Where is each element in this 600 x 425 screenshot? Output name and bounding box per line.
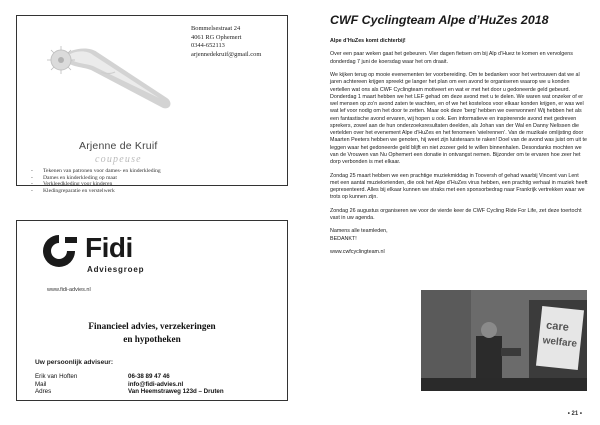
fidi-contact-value: Van Heemstraweg 123d – Druten (128, 388, 224, 396)
article-paragraph: We kijken terug op mooie evenementen ter voorbereiding. Om te bedanken voor het vertrouwen dat we al jaren achtereen krijgen spreekt ge langer het plan om een avond te organiseren waarop we u konden vertellen wat ons als CWF Cyclingteam motiveert en wat er met het door u gedoneerde geld gebeurd. Donderdag 1 maart hebben we het LEF gehad om deze avond met u te delen. We waren wat onzeker of er wel mensen op zo’n avond zaten te wachten, en of we het kosteloos voor elkaar konden krijgen, er was wel wat lef voor nodig om het door te zetten. Maar ook deze ‘berg’ hebben we overwonnen! Wij hebben het als een fantastische avond ervaren, wij hopen u ook. Een informatieve en inspirerende avond met gedreven sprekers, zowel aan de hun onderzoeksresultaten deelden, als Johan van der Wal en Danny Nelissen die vertelden over het evenement Alpe d’HuZes en het fenomeen ‘wielrennen’. Van de muzikale omlijsting door Maarten Peeters hebben we genoten, hij weet zijn luisteraars te raken! Doel van de avond was juist om uit te leggen waar het gedoneerde geld blijft en niet zozeer geld te willen binnenhalen. Desondanks mochten we van de Vrouwen van Nu Ophemert een donatie in ontvangst nemen. Bijzonder om te ervaren hoe zeer het dorp verbonden is met elkaar. (330, 72, 587, 166)
fidi-logo-icon (37, 231, 81, 271)
fidi-logo-subtitle: Adviesgroep (87, 265, 145, 274)
fidi-contact-value: info@fidi-advies.nl (128, 380, 184, 388)
fidi-url: www.fidi-advies.nl (47, 287, 91, 293)
fidi-logo (37, 231, 277, 275)
article-body (330, 38, 588, 263)
ad1-address-street: Bommelsestraat 24 (191, 25, 241, 32)
ad1-service-item: - Verkleedkleding voor kinderen (31, 181, 161, 188)
fidi-contact-value: 06-38 89 47 46 (128, 373, 170, 380)
fidi-contact-row (35, 388, 271, 396)
article-photo (421, 290, 587, 391)
article-paragraph: Zondag 26 augustus organiseren we voor de vierde keer de CWF Cycling Ride For Life, zet deze toertocht vast in uw agenda. (330, 207, 582, 221)
tracing-wheel-image (31, 28, 181, 138)
fidi-contact-label: Erik van Hoften (35, 373, 78, 380)
ad1-email: arjennedekruif@gmail.com (191, 50, 262, 58)
article-website: www.cwfcyclingteam.nl (330, 249, 385, 256)
article-lead: Alpe d’HuZes komt dichterbij! (330, 38, 406, 44)
fidi-contact-label: Mail (35, 380, 47, 388)
ad1-service-item: - Kledingreparatie en verstelwerk (31, 188, 161, 195)
ad1-phone: 0344-652113 (191, 42, 225, 50)
photo-banner-text-2: welfare (542, 335, 578, 350)
ad1-service-item: - Tekenen van patronen voor dames- en kinderkleding (31, 168, 161, 175)
fidi-advisor-label: Uw persoonlijk adviseur: (35, 359, 114, 366)
fidi-contact-row (35, 381, 271, 389)
fidi-contact-label: Adres (35, 388, 52, 396)
fidi-contact-grid (35, 373, 271, 396)
fidi-headline-1: Financieel advies, verzekeringen (88, 321, 216, 331)
page-number: • 21 • (567, 411, 582, 417)
ad1-services-list (31, 168, 161, 195)
fidi-contact-row (35, 373, 271, 381)
article-signoff: Namens alle teamleden, BEDANKT! (330, 228, 388, 242)
ad1-name: Arjenne de Kruif (79, 140, 158, 152)
ad1-service-item: - Dames en kinderkleding op maat (31, 175, 161, 182)
ad-dressmaker (16, 15, 288, 195)
fidi-logo-name: Fidi (85, 232, 133, 263)
ad1-contact-block (191, 25, 261, 59)
photo-banner-text-1: care (545, 319, 570, 334)
article-paragraph: Zondag 25 maart hebben we een prachtige muziekmiddag in Tooversh of gehad waarbij Vincent van Lent met een aantal muziekvrienden, die ook het Alpe d’HuZes virus hebben, een prachtig verhaal in muziek heeft gepresenteerd. Alles bij elkaar kunnen we straks met een sponsorbedrag naar Frankrijk vertrekken waar we trots op kunnen zijn. (330, 172, 588, 201)
article-paragraph: Over een paar weken gaat het gebeuren. Vier dagen fietsen om bij Alp d’Huez te komen en vervolgens donderdag 7 juni de koersdag waar het om draait. (330, 51, 573, 65)
fidi-headline-2: en hypotheken (123, 334, 181, 344)
ad1-subtitle: coupeuse (95, 154, 142, 165)
ad-fidi (16, 220, 288, 401)
article-title: CWF Cyclingteam Alpe d’HuZes 2018 (330, 13, 549, 27)
ad1-address-city: 4061 RG Ophemert (191, 33, 242, 41)
